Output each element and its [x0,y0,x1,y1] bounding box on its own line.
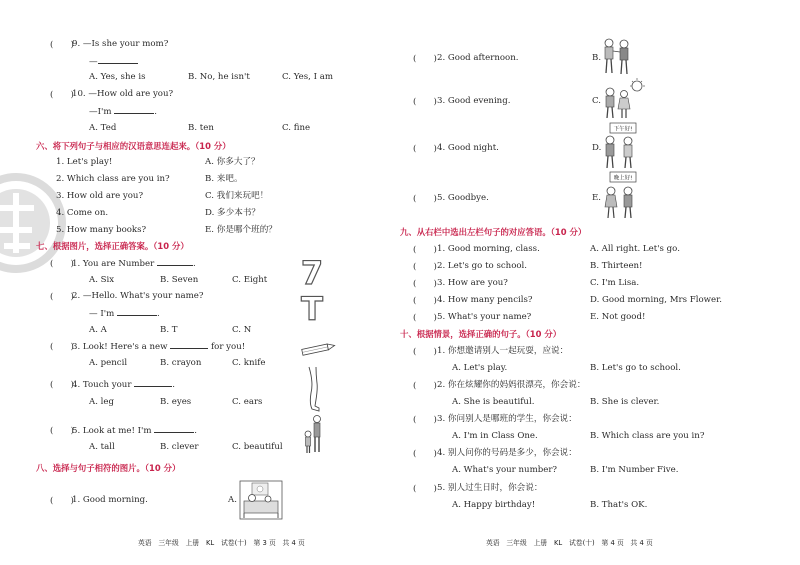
section-title: 十、根据情景，选择正确的句子。（10 分） [400,329,562,339]
answer-paren[interactable]: ( ) [50,380,74,390]
answer-paren[interactable]: ( ) [413,54,437,64]
question-stem: 3. Look! Here's a new for you! [72,342,246,352]
option-c: C. fine [282,123,311,133]
answer-paren[interactable]: ( ) [413,381,437,391]
section-title: 八、选择与句子相符的图片。（10 分） [36,463,181,473]
option-b: B. No, he isn't [188,72,250,82]
answer-paren[interactable]: ( ) [50,40,74,50]
question-stem: 2. —Hello. What's your name? [72,291,204,301]
picture-option-label: A. [228,495,237,505]
picture-option-label: B. [592,53,602,63]
tall-kids-picture [303,414,325,456]
option-a: A. What's your number? [452,465,558,475]
answer-line: —I'm . [89,107,157,117]
good-night-picture [600,122,638,170]
match-left: 2. Let's go to school. [437,261,528,271]
option-c: C. N [232,325,252,335]
match-right[interactable]: B. 来吧。 [205,174,243,184]
match-left[interactable]: 5. How many books? [56,225,147,235]
match-right[interactable]: A. 你多大了？ [205,157,260,167]
match-right[interactable]: C. 我们来玩吧！ [205,191,269,201]
match-right: E. Not good! [590,312,646,322]
match-left: 1. Good morning, class. [437,244,540,254]
option-a: A. leg [89,397,115,407]
svg-text:T: T [301,290,323,328]
option-a: A. I'm in Class One. [452,431,538,441]
option-b: B. Let's go to school. [590,363,681,373]
svg-text:下午好!: 下午好! [613,126,633,133]
match-right[interactable]: E. 你是哪个班的？ [205,225,277,235]
option-b: B. eyes [160,397,192,407]
option-c: C. knife [232,358,266,368]
answer-paren[interactable]: ( ) [50,90,74,100]
match-left: 5. What's your name? [437,312,532,322]
answer-line: — I'm . [89,309,160,319]
option-a: A. Yes, she is [89,72,146,82]
good-evening-picture [600,78,646,120]
match-left[interactable]: 1. Let's play! [56,157,113,167]
option-a: A. tall [89,442,115,452]
option-c: C. beautiful [232,442,283,452]
question-stem: 1. Good morning. [72,495,148,505]
section-title: 九、从右栏中选出左栏句子的对应答语。（10 分） [400,227,587,237]
option-b: B. T [160,325,178,335]
answer-paren[interactable]: ( ) [413,296,437,306]
option-b: B. I'm Number Five. [590,465,679,475]
answer-paren[interactable]: ( ) [413,449,437,459]
question-stem: 4. Touch your . [72,380,175,390]
option-b: B. Which class are you in? [590,431,705,441]
question-stem: 5. Goodbye. [437,193,489,203]
answer-paren[interactable]: ( ) [50,496,74,506]
picture-option-label: C. [592,96,602,106]
question-stem: 9. —Is she your mom? [72,39,169,49]
option-b: B. ten [188,123,214,133]
option-a: A. pencil [89,358,128,368]
answer-paren[interactable]: ( ) [413,484,437,494]
question-stem: 2. Good afternoon. [437,53,519,63]
option-a: A. A [89,325,107,335]
option-a: A. Let's play. [452,363,508,373]
answer-paren[interactable]: ( ) [413,144,437,154]
match-right: B. Thirteen! [590,261,643,271]
match-left[interactable]: 3. How old are you? [56,191,144,201]
good-afternoon-picture [600,37,634,77]
answer-paren[interactable]: ( ) [413,347,437,357]
match-right: D. Good morning, Mrs Flower. [590,295,722,305]
match-left: 4. How many pencils? [437,295,533,305]
outline-number-seven [300,254,324,292]
match-right: C. I'm Lisa. [590,278,640,288]
section-title: 六、将下列句子与相应的汉语意思连起来。（10 分） [36,141,231,151]
option-a: A. Six [89,275,115,285]
scenario-text: 1. 你想邀请别人一起玩耍，应说： [437,346,569,356]
answer-paren[interactable]: ( ) [50,292,74,302]
page-footer: 英语 三年级 上册 KL 试卷(十) 第 3 页 共 4 页 [138,539,305,547]
question-stem: 1. You are Number . [72,259,196,269]
answer-paren[interactable]: ( ) [413,245,437,255]
svg-text:晚上好!: 晚上好! [613,175,633,182]
question-stem: 3. Good evening. [437,96,511,106]
answer-paren[interactable]: ( ) [413,262,437,272]
option-a: A. Ted [89,123,117,133]
svg-text:7: 7 [300,254,324,292]
answer-paren[interactable]: ( ) [413,415,437,425]
match-right: A. All right. Let's go. [590,244,680,254]
answer-paren[interactable]: ( ) [413,313,437,323]
picture-option-label: D. [592,143,602,153]
question-stem: 4. Good night. [437,143,499,153]
answer-paren[interactable]: ( ) [413,279,437,289]
page-footer: 英语 三年级 上册 KL 试卷(十) 第 4 页 共 4 页 [486,539,653,547]
match-left[interactable]: 2. Which class are you in? [56,174,170,184]
option-b: B. crayon [160,358,202,368]
option-b: B. She is clever. [590,397,660,407]
option-b: B. Seven [160,275,199,285]
question-stem: 10. —How old are you? [72,89,174,99]
match-left[interactable]: 4. Come on. [56,208,109,218]
option-c: C. ears [232,397,263,407]
option-a: A. She is beautiful. [452,397,535,407]
option-c: C. Yes, I am [282,72,334,82]
answer-line: — [89,55,138,68]
answer-paren[interactable]: ( ) [413,194,437,204]
answer-paren[interactable]: ( ) [50,259,74,269]
section-title: 七、根据图片，选择正确答案。（10 分） [36,241,189,251]
leg-picture [304,365,322,413]
goodbye-picture [600,171,638,221]
scenario-text: 4. 别人问你的号码是多少，你会说： [437,448,577,458]
option-b: B. clever [160,442,199,452]
answer-paren[interactable]: ( ) [50,426,74,436]
option-c: C. Eight [232,275,268,285]
pencil-picture [298,340,338,358]
scenario-text: 5. 别人过生日时，你会说： [437,483,543,493]
question-stem: 5. Look at me! I'm . [72,426,198,436]
answer-paren[interactable]: ( ) [413,97,437,107]
good-morning-picture [238,479,284,521]
outline-letter-t [301,290,323,328]
option-a: A. Happy birthday! [452,500,536,510]
match-right[interactable]: D. 多少本书？ [205,208,261,218]
picture-option-label: E. [592,193,602,203]
scenario-text: 3. 你问别人是哪班的学生，你会说： [437,414,577,424]
answer-paren[interactable]: ( ) [50,342,74,352]
option-b: B. That's OK. [590,500,648,510]
scenario-text: 2. 你在炫耀你的妈妈很漂亮，你会说： [437,380,586,390]
match-left: 3. How are you? [437,278,508,288]
